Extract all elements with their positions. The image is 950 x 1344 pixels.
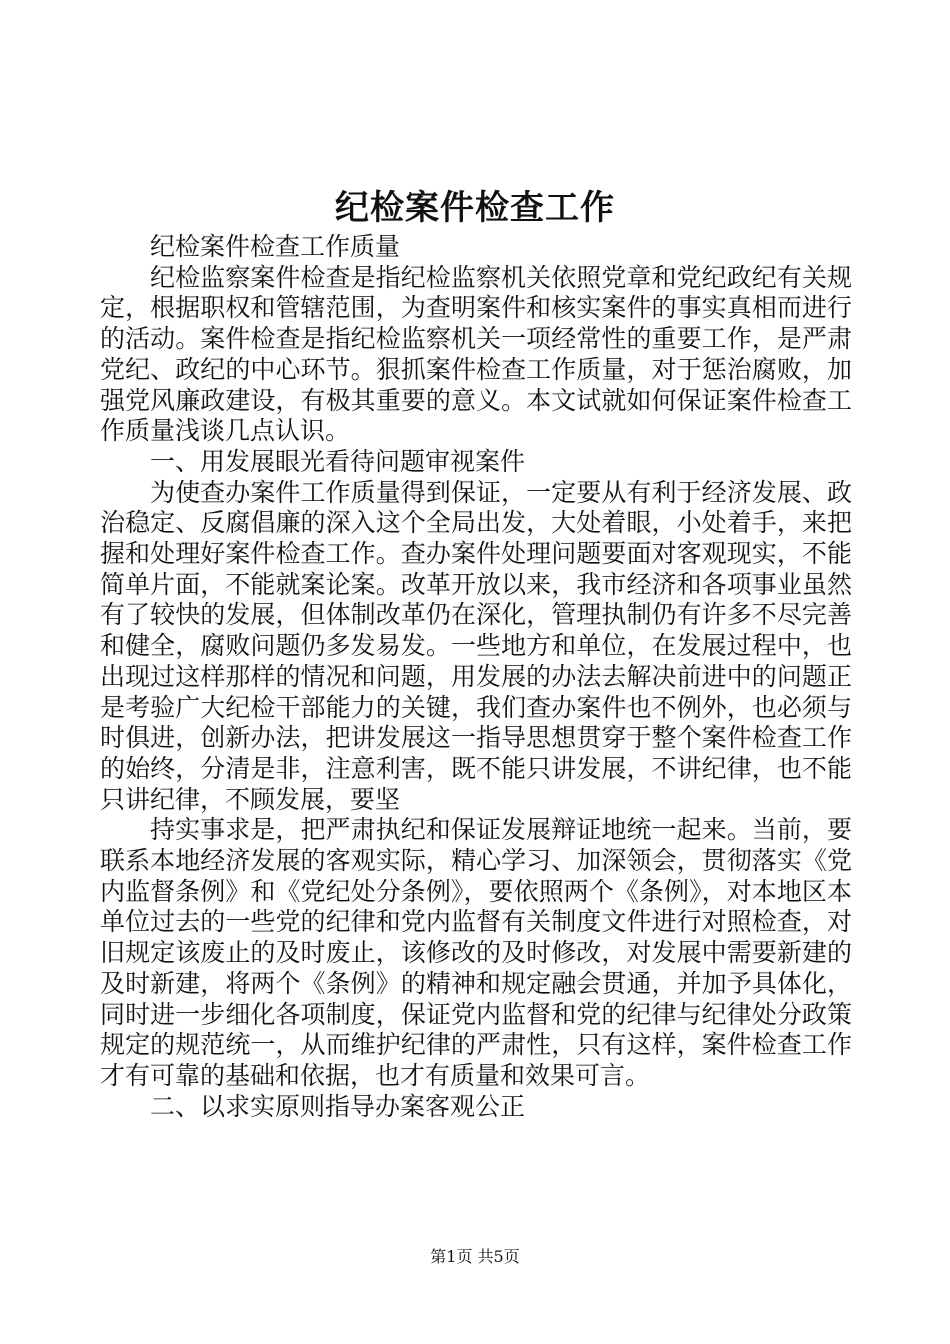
paragraph-subtitle: 纪检案件检查工作质量 — [150, 232, 401, 261]
page-number-footer: 第1页 共5页 — [430, 1247, 520, 1266]
paragraph-section-1b: 持实事求是，把严肃执纪和保证发展辩证地统一起来。当前，要联系本地经济发展的客观实际，精心学习、加深领会，贯彻落实《党内监督条例》和《党纪处分条例》，要依照两个《条例》，对本地区本单位过去的一些党的纪律和党内监督有关制度文件进行对照检查，对旧规定该废止的及时废止，该修改的及时修改，对发展中需要新建的及时新建，将两个《条例》的精神和规定融会贯通，并加予具体化，同时进一步细化各项制度，保证党内监督和党的纪律与纪律处分政策规定的规范统一，从而维护纪律的严肃性，只有这样，案件检查工作才有可靠的基础和依据，也才有质量和效果可言。 — [100, 815, 852, 1090]
paragraph-intro: 纪检监察案件检查是指纪检监察机关依照党章和党纪政纪有关规定，根据职权和管辖范围，为查明案件和核实案件的事实真相而进行的活动。案件检查是指纪检监察机关一项经常性的重要工作，是严肃党纪、政纪的中心环节。狠抓案件检查工作质量，对于惩治腐败，加强党风廉政建设，有极其重要的意义。本文试就如何保证案件检查工作质量浅谈几点认识。 — [100, 262, 852, 446]
document-title: 纪检案件检查工作 — [335, 188, 615, 228]
document-body — [100, 232, 852, 1122]
section-heading-2: 二、以求实原则指导办案客观公正 — [150, 1091, 526, 1121]
paragraph-section-1a: 为使查办案件工作质量得到保证，一定要从有利于经济发展、政治稳定、反腐倡廉的深入这个全局出发，大处着眼，小处着手，来把握和处理好案件检查工作。查办案件处理问题要面对客观现实，不能简单片面，不能就案论案。改革开放以来，我市经济和各项事业虽然有了较快的发展，但体制改革仍在深化，管理执制仍有许多不尽完善和健全，腐败问题仍多发易发。一些地方和单位，在发展过程中，也出现过这样那样的情况和问题，用发展的办法去解决前进中的问题正是考验广大纪检干部能力的关键，我们查办案件也不例外，也必须与时俱进，创新办法，把讲发展这一指导思想贯穿于整个案件检查工作的始终，分清是非，注意利害，既不能只讲发展，不讲纪律，也不能只讲纪律，不顾发展，要坚 — [100, 477, 852, 814]
section-heading-1: 一、用发展眼光看待问题审视案件 — [150, 446, 526, 476]
